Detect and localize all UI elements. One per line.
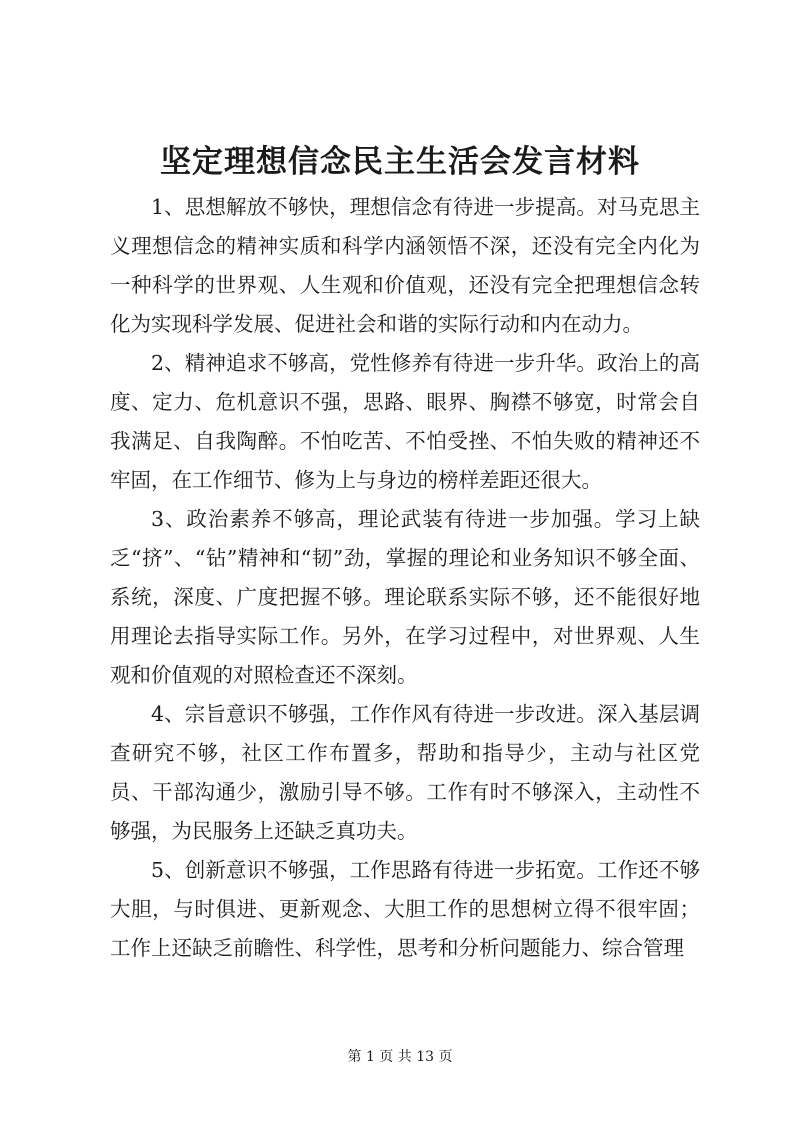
document-body <box>110 188 700 968</box>
paragraph-2: 2、精神追求不够高，党性修养有待进一步升华。政治上的高度、定力、危机意识不强，思路、眼界、胸襟不够宽，时常会自我满足、自我陶醉。不怕吃苦、不怕受挫、不怕失败的精神还不牢固，在工作细节、修为上与身边的榜样差距还很大。 <box>110 351 700 492</box>
document-title: 坚定理想信念民主生活会发言材料 <box>160 144 640 180</box>
paragraph-5: 5、创新意识不够强，工作思路有待进一步拓宽。工作还不够大胆，与时俱进、更新观念、大胆工作的思想树立得不很牢固；工作上还缺乏前瞻性、科学性，思考和分析问题能力、综合管理 <box>110 858 700 960</box>
paragraph-1: 1、思想解放不够快，理想信念有待进一步提高。对马克思主义理想信念的精神实质和科学内涵领悟不深，还没有完全内化为一种科学的世界观、人生观和价值观，还没有完全把理想信念转化为实现科学发展、促进社会和谐的实际行动和内在动力。 <box>110 195 700 336</box>
paragraph-3: 3、政治素养不够高，理论武装有待进一步加强。学习上缺乏“挤”、“钻”精神和“韧”劲，掌握的理论和业务知识不够全面、系统，深度、广度把握不够。理论联系实际不够，还不能很好地用理论去指导实际工作。另外，在学习过程中，对世界观、人生观和价值观的对照检查还不深刻。 <box>110 507 700 687</box>
paragraph-4: 4、宗旨意识不够强，工作作风有待进一步改进。深入基层调查研究不够，社区工作布置多，帮助和指导少，主动与社区党员、干部沟通少，激励引导不够。工作有时不够深入，主动性不够强，为民服务上还缺乏真功夫。 <box>110 702 700 843</box>
page-number-footer: 第 1 页 共 13 页 <box>347 1049 453 1065</box>
